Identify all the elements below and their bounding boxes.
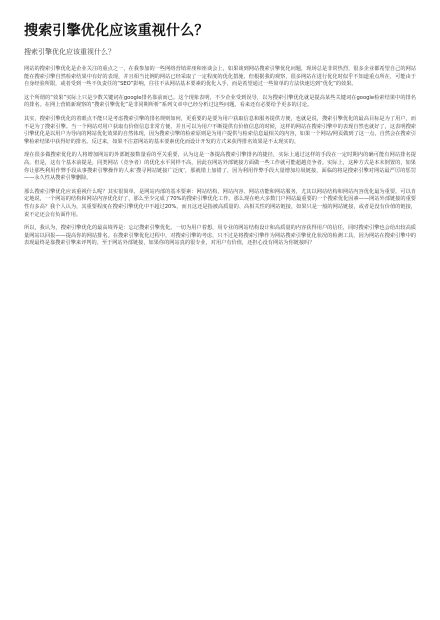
article-body bbox=[24, 66, 416, 254]
paragraph: 所以，我认为，搜索引擎优化的最高境界是：忘记搜索引擎优化。一切为用户着想，用专业的网站结构设计和高质量的内容获得用户的信任，同时搜索引擎也会给出较高质量网站以回报——提高你的网站排名。在搜索引擎优化过程中，对搜索引擎的考虑，只不过是将搜索引擎作为网站搜索引擎优化状况的检测工具，因为网站在搜索引擎中的表现最终是靠搜索引擎来评判的。至于网站外部链接，如果你的网站真的很专业，对用户有价值，还担心没有网站为你链接吗？ bbox=[24, 225, 416, 247]
page-title: 搜索引擎优化应该重视什么？ bbox=[24, 23, 209, 39]
paragraph: 现在很多做搜索优化的人将增加网站的外部链接数量看的至关重要，认为这是一条提高搜索引擎排名的捷径，实际上通过这样的手段在一定时期内的确可能有网站排名提高，但是，这有个基本前提是，同类网站（竞争者）的优化水平同样不高，因此在网站外部链接方面做一些工作就可能超越竞争者。实际上，这种方式是本末倒置的，如果你让那些利用作弊手段从事搜索引擎操作的人来‘搜寻网站链接广泛度’，那就错上加错了，因为利用作弊手段大量增加垃圾链接，面临的将是搜索引擎对网站最严厉的惩罚——永久性从搜索引擎删除。 bbox=[24, 152, 416, 182]
paragraph: 那么搜索引擎优化应该重视什么呢？其实很简单，是网站内部的基本要素：网站结构、网站内容、网站功能和网站服务，尤其以网站结构和网站内容优化最为重要。可以肯定地说，一个网站的结构和网站内容优化好了，那么至少完成了70%的搜索引擎优化工作。那么现在绝大多数门户网站最重要的一个搜索优化因素——网站外部链接的重要性有多高？我个人认为，其重要程度在搜索引擎优化中不超过20%，而且这还是指被高质量的、高相关性的网站链接，如果只是一般的网站链接，或者是没有价值的链接，说不定还会有负面作用。 bbox=[24, 188, 416, 218]
paragraph: 这个所谓的“效果”实际上只是少数关键词在google排名靠前而已。这个现象表明，不少企业受到误导，以为搜索引擎优化就是提高某些关键词在google检索结果中的排名的排名。在网上营销新观察的“搜索引擎优化”是非同期所析”系列文章中已经分析过这些问题，看来还有必要给予更多的讨论。 bbox=[24, 94, 416, 109]
paragraph: 网站的搜索引擎优化是企业关注的重点之一，在我参加的一些网络营销讲座和座谈会上，如果谈到网站搜索引擎优化问题，现场总是非常热烈，很多企业都希望自己的网站能在搜索引擎自然检索结果中有好的表现，并且相当比例的网站已经采取了一定程度的优化措施，但根据我的观察，很多网站在进行优化时似乎不知道重点所在，可能由于自身经验所限，或者受到一些不负责任的“SEO”影响，往往不从网站基本要素的优化入手，而是希望通过一些简单的方法快速达到“优化”的效果。 bbox=[24, 66, 416, 88]
page-subtitle: 搜索引擎优化应该重视什么？ bbox=[24, 48, 115, 56]
paragraph: 其实，搜索引擎优化的着眼点不能只是考虑搜索引擎的排名规则如何，更重要的是要为用户获取信息和服务提供方便，也就是说，搜索引擎优化的最高目标是为了用户，而不是为了搜索引擎。当一个网站对用户获取有价值信息非常方便、并且可以为用户不断提供有价值信息的时候，这样的网站在搜索引擎中的表现自然也就好了，这表明搜索引擎优化是以用户为导向的网站优化效果的自然体现，因为搜索引擎的检索原则是为用户提供与检索信息最相关的内容，如果一个网站/网页做到了这一点，自然会在搜索引擎检索结果中获得好的排名。反过来，如果不注意网站的基本要素优化而设计开发的方式来获得排名效果是不太现实的。 bbox=[24, 115, 416, 145]
